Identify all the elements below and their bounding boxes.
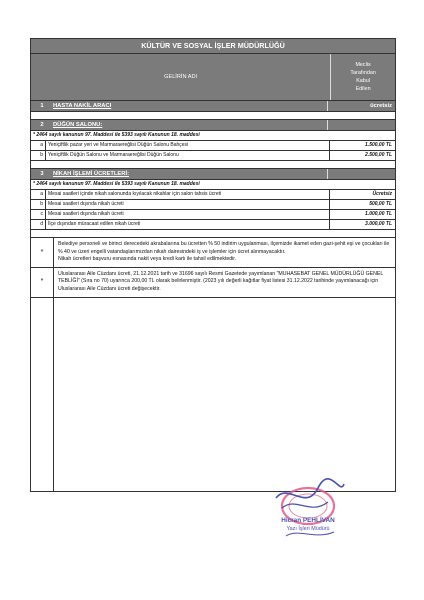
column-header-row [31, 54, 395, 101]
note-family-booklet [31, 268, 395, 298]
column-header-approved [331, 54, 395, 100]
row-letter: a [31, 141, 46, 150]
row-value: 3.000,00 TL [329, 220, 395, 229]
note-bullet: * [31, 268, 54, 297]
note-text [54, 238, 395, 267]
row-text: Mesai saatleri dışında nikah ücreti [48, 201, 124, 207]
stamp-role: Yazı İşleri Müdürü [286, 526, 330, 532]
approved-line-2: Tarafından [350, 70, 376, 76]
note-discount [31, 238, 395, 268]
table-row [31, 210, 395, 220]
section-number: 1 [40, 103, 44, 109]
row-letter: b [31, 200, 46, 209]
row-value: 2.500,00 TL [329, 151, 395, 160]
note-paragraph: Belediye personeli ve birinci derecedeki akrabalarına bu ücretten % 50 indirim uygulanması, ilçemizde ikamet eden gazi-şehit eşi ve çocukları ile % 40 ve üzeri engelli vatandaşlarımızdan nikah dairesindeki iş ve işlemler için ücret alınmayacaktır. [58, 241, 390, 255]
table-row [31, 190, 395, 200]
section-number: 2 [40, 122, 44, 128]
section-header-1 [31, 101, 395, 112]
note-paragraph: Nikah ücretleri başvuru esnasında nakit veya kredi kartı ile tahsil edilmektedir. [58, 256, 237, 263]
approved-line-4: Edilen [355, 86, 371, 92]
section-value [327, 169, 395, 179]
table-row [31, 220, 395, 230]
signature-stamp [266, 478, 348, 544]
row-text: Mesai saatleri içinde nikah salonunda kıyılacak nikahlar için salon tahsis ücreti [48, 191, 222, 197]
row-text: Yeniçiftlik pazar yeri ve Marmaraereğlisi Düğün Salonu Bahçesi [48, 142, 189, 148]
row-text: Yeniçiftlik Düğün Salonu ve Marmaraereğlisi Düğün Salonu [48, 152, 179, 158]
table-row [31, 141, 395, 151]
spacer [31, 112, 395, 120]
row-letter: a [31, 190, 46, 199]
fee-table [30, 38, 396, 492]
note-text [54, 268, 395, 297]
law-reference: * 2464 sayılı kanunun 97. Maddesi ile 5393 sayılı Kanunun 18. maddesi [31, 180, 395, 190]
approved-line-3: Kabul [356, 78, 370, 84]
table-row [31, 151, 395, 161]
row-text: Mesai saatleri dışında nikah ücreti [48, 211, 124, 217]
note-paragraph: Uluslararası Aile Cüzdanı ücreti, 21.12.2021 tarih ve 31696 sayılı Resmi Gazetede yayımlanan "MUHASEBAT GENEL MÜDÜRLÜĞÜ GENEL TEBLİĞİ" (Sıra no 70) uyarınca 200,00 TL olarak belirlenmiştir. (2023 yılı değerli kağıtlar fiyat listesi 31.12.2022 tarihinde yayımlanacağı için Uluslararası Aile Cüzdanı ücreti değişecektir. [58, 270, 384, 292]
section-header-3 [31, 169, 395, 180]
spacer [31, 230, 395, 238]
row-text: İlçe dışından müracaat edilen nikah ücreti [48, 221, 141, 227]
row-letter: b [31, 151, 46, 160]
empty-area [31, 298, 395, 491]
row-value: 1.000,00 TL [329, 210, 395, 219]
section-value: ücretsiz [327, 101, 395, 111]
table-row [31, 200, 395, 210]
section-title: HASTA NAKİL ARACI [53, 103, 112, 109]
empty-bullet-column [31, 298, 54, 491]
spacer [31, 161, 395, 169]
row-value: 1.500,00 TL [329, 141, 395, 150]
note-bullet: * [31, 238, 54, 267]
row-value: Ücretsiz [329, 190, 395, 199]
page-title: KÜLTÜR VE SOSYAL İŞLER MÜDÜRLÜĞÜ [31, 39, 395, 54]
section-header-2 [31, 120, 395, 131]
approved-line-1: Meclis [355, 62, 371, 68]
row-letter: c [31, 210, 46, 219]
row-value: 500,00 TL [329, 200, 395, 209]
law-reference: * 2464 sayılı kanunun 97. Maddesi ile 5393 sayılı Kanunun 18. maddesi [31, 131, 395, 141]
section-value [327, 120, 395, 130]
column-header-income-name: GELİRİN ADI [31, 54, 331, 100]
section-number: 3 [40, 171, 44, 177]
section-title: NİKAH İŞLEMİ ÜCRETLERİ: [53, 171, 130, 177]
stamp-name: Hicran PEHLİVAN [281, 517, 335, 524]
row-letter: d [31, 220, 46, 229]
section-title: DÜĞÜN SALONU: [53, 122, 103, 128]
